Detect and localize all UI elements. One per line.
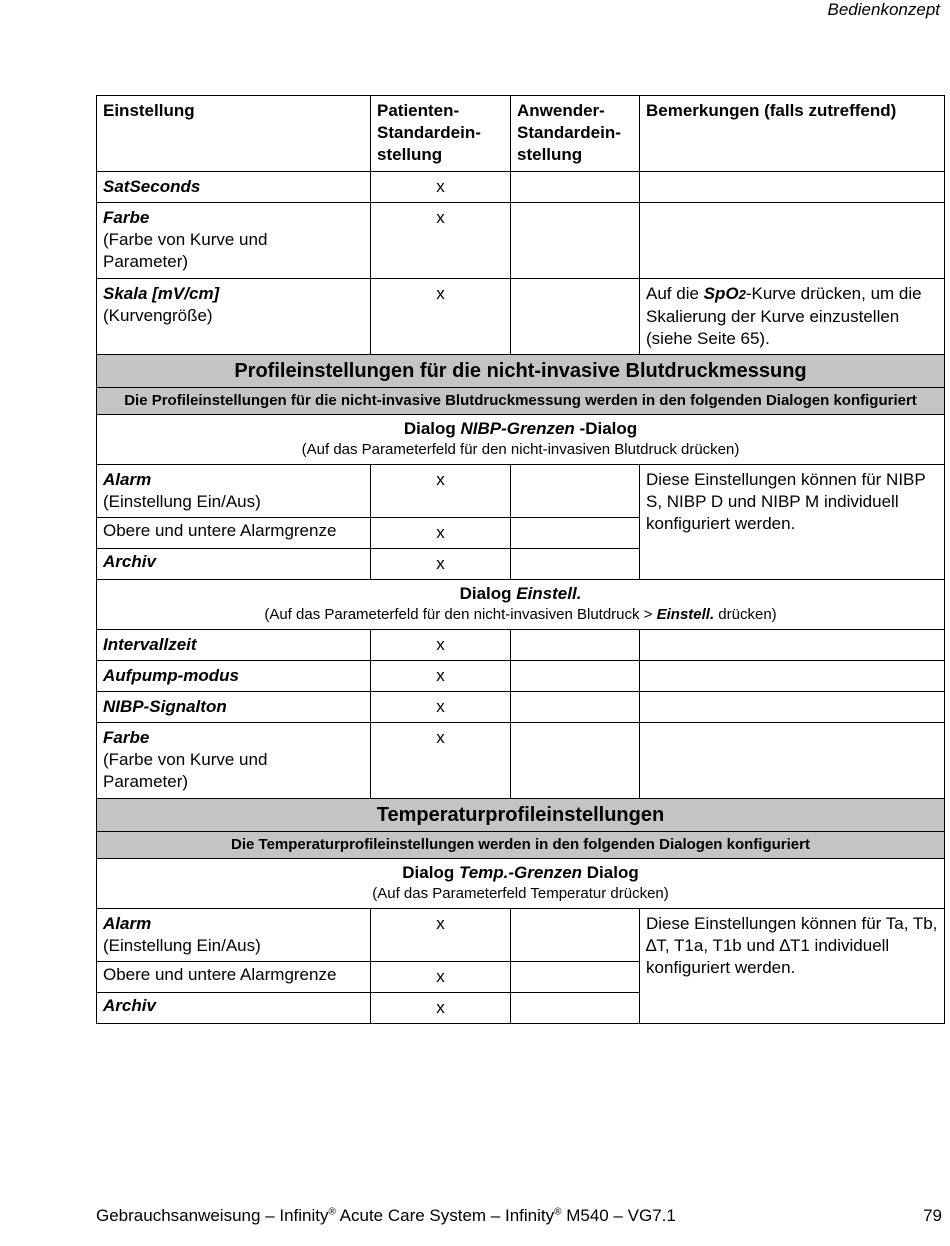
remark-cell <box>640 203 945 279</box>
user-cell <box>511 723 640 799</box>
table-row <box>97 203 945 279</box>
setting-name: Obere und untere Alarmgrenze <box>97 518 371 549</box>
patient-mark: x <box>371 962 511 993</box>
table-header-row <box>97 96 945 172</box>
section-heading-row <box>97 799 945 832</box>
patient-mark: x <box>371 692 511 723</box>
remark-cell <box>640 661 945 692</box>
remark-cell <box>640 172 945 203</box>
user-cell <box>511 962 640 993</box>
setting-name: Alarm <box>103 470 152 489</box>
setting-desc: (Farbe von Kurve und <box>103 230 268 249</box>
setting-desc: (Einstellung Ein/Aus) <box>103 492 261 511</box>
setting-name: SatSeconds <box>97 172 371 203</box>
patient-mark: x <box>371 909 511 962</box>
section-title-nibp: Profileinstellungen für die nicht-invasive Blutdruckmessung <box>97 355 945 388</box>
dialog-title: Dialog NIBP-Grenzen -Dialog <box>403 419 638 438</box>
section-subheading-row <box>97 832 945 859</box>
setting-name: NIBP-Signalton <box>97 692 371 723</box>
setting-cell <box>97 279 371 355</box>
table-row <box>97 909 945 962</box>
setting-name: Alarm <box>103 914 152 933</box>
user-cell <box>511 661 640 692</box>
setting-name: Farbe <box>103 728 150 747</box>
user-cell <box>511 993 640 1024</box>
col-header-user-default: Anwender- Standardein- stellung <box>511 96 640 172</box>
table-row <box>97 172 945 203</box>
col-header-patient-default: Patienten- Standardein- stellung <box>371 96 511 172</box>
col-header-setting: Einstellung <box>97 96 371 172</box>
section-subheading-row <box>97 388 945 415</box>
user-cell <box>511 692 640 723</box>
setting-desc: (Farbe von Kurve und <box>103 750 268 769</box>
footer-document-title: Gebrauchsanweisung – Infinity® Acute Care System – Infinity® M540 – VG7.1 <box>96 1206 676 1225</box>
setting-desc: Parameter) <box>103 252 189 271</box>
patient-mark: x <box>371 661 511 692</box>
setting-name: Intervallzeit <box>97 630 371 661</box>
section-subtitle-temp: Die Temperaturprofileinstellungen werden in den folgenden Dialogen konfiguriert <box>97 832 945 859</box>
dialog-hint: (Auf das Parameterfeld Temperatur drücken) <box>372 885 669 902</box>
setting-name: Archiv <box>97 993 371 1024</box>
section-subtitle-nibp: Die Profileinstellungen für die nicht-invasive Blutdruckmessung werden in den folgenden Dialogen konfiguriert <box>97 388 945 415</box>
patient-mark: x <box>371 279 511 355</box>
table-row <box>97 279 945 355</box>
remark-cell: Auf die SpO2-Kurve drücken, um die Skalierung der Kurve einzustellen (siehe Seite 65). <box>640 279 945 355</box>
setting-desc: (Einstellung Ein/Aus) <box>103 936 261 955</box>
page-number: 79 <box>923 1206 942 1225</box>
section-heading-row <box>97 355 945 388</box>
patient-mark: x <box>371 518 511 549</box>
dialog-row <box>97 580 945 630</box>
user-cell <box>511 518 640 549</box>
setting-name: Skala [mV/cm] <box>103 284 220 303</box>
col-header-remarks: Bemerkungen (falls zutreffend) <box>640 96 945 172</box>
dialog-hint: (Auf das Parameterfeld für den nicht-invasiven Blutdruck drücken) <box>301 441 740 458</box>
dialog-cell-nibp-limits <box>97 415 945 465</box>
setting-name: Aufpump-modus <box>97 661 371 692</box>
user-cell <box>511 279 640 355</box>
dialog-title: Dialog Einstell. <box>459 584 582 603</box>
patient-mark: x <box>371 630 511 661</box>
remark-cell <box>640 692 945 723</box>
patient-mark: x <box>371 172 511 203</box>
setting-name: Archiv <box>97 549 371 580</box>
dialog-cell-nibp-settings <box>97 580 945 630</box>
patient-mark: x <box>371 723 511 799</box>
user-cell <box>511 909 640 962</box>
remark-cell: Diese Einstellungen können für NIBP S, NIBP D und NIBP M individuell konfiguriert werden. <box>640 465 945 580</box>
setting-name: Farbe <box>103 208 150 227</box>
patient-mark: x <box>371 203 511 279</box>
dialog-row <box>97 415 945 465</box>
user-cell <box>511 630 640 661</box>
table-row <box>97 692 945 723</box>
table-row <box>97 723 945 799</box>
dialog-row <box>97 859 945 909</box>
user-cell <box>511 465 640 518</box>
table-row <box>97 630 945 661</box>
table-row <box>97 661 945 692</box>
setting-cell <box>97 909 371 962</box>
remark-cell <box>640 630 945 661</box>
user-cell <box>511 203 640 279</box>
settings-table <box>96 95 945 1024</box>
table-row <box>97 465 945 518</box>
setting-cell <box>97 465 371 518</box>
setting-name: Obere und untere Alarmgrenze <box>97 962 371 993</box>
dialog-cell-temp-limits <box>97 859 945 909</box>
patient-mark: x <box>371 549 511 580</box>
section-title-temp: Temperaturprofileinstellungen <box>97 799 945 832</box>
remark-cell <box>640 723 945 799</box>
remark-cell: Diese Einstellungen können für Ta, Tb, ∆T, T1a, T1b und ∆T1 individuell konfiguriert werden. <box>640 909 945 1024</box>
setting-desc: (Kurvengröße) <box>103 306 213 325</box>
dialog-hint: (Auf das Parameterfeld für den nicht-invasiven Blutdruck > Einstell. drücken) <box>264 606 777 623</box>
setting-cell <box>97 203 371 279</box>
user-cell <box>511 172 640 203</box>
patient-mark: x <box>371 465 511 518</box>
setting-desc: Parameter) <box>103 772 189 791</box>
user-cell <box>511 549 640 580</box>
setting-cell <box>97 723 371 799</box>
patient-mark: x <box>371 993 511 1024</box>
dialog-title: Dialog Temp.-Grenzen Dialog <box>402 863 639 882</box>
page-header-section: Bedienkonzept <box>827 0 940 19</box>
